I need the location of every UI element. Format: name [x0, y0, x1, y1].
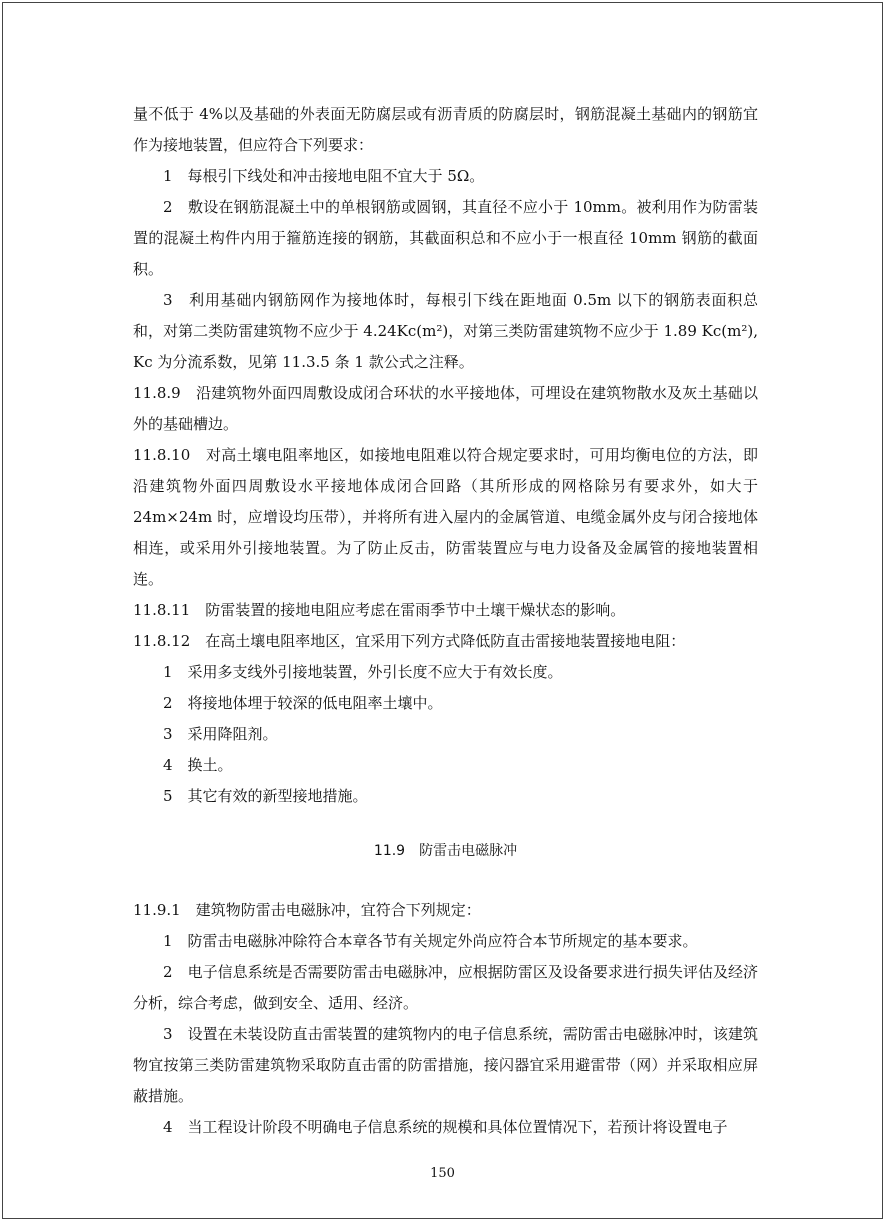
paragraph: 1 每根引下线处和冲击接地电阻不宜大于 5Ω。: [163, 167, 485, 185]
clause-block-11-9: [133, 895, 758, 1143]
paragraph: 1 防雷击电磁脉冲除符合本章各节有关规定外尚应符合本节所规定的基本要求。: [163, 932, 698, 950]
paragraph: 3 采用降阻剂。: [163, 725, 278, 743]
paragraph: 4 换土。: [163, 756, 233, 774]
paragraph: 2 电子信息系统是否需要防雷击电磁脉冲，应根据防雷区及设备要求进行损失评估及经济分析，综合考虑，做到安全、适用、经济。: [133, 963, 758, 1012]
paragraph: 2 将接地体埋于较深的低电阻率土壤中。: [163, 694, 443, 712]
paragraph: 11.8.10 对高土壤电阻率地区，如接地电阻难以符合规定要求时，可用均衡电位的方法，即沿建筑物外面四周敷设水平接地体成闭合回路（其所形成的网格除另有要求外，如大于 24m×24m 时，应增设均压带），并将所有进入屋内的金属管道、电缆金属外皮与闭合接地体相连，或采用外引接地装置。为了防止反击，防雷装置应与电力设备及金属管的接地装置相连。: [133, 446, 758, 588]
section-title: 11.9 防雷击电磁脉冲: [373, 843, 518, 859]
paragraph: 2 敷设在钢筋混凝土中的单根钢筋或圆钢，其直径不应小于 10mm。被利用作为防雷装置的混凝土构件内用于箍筋连接的钢筋，其截面积总和不应小于一根直径 10mm 钢筋的截面积。: [133, 198, 758, 278]
page-number: 150: [430, 1166, 455, 1181]
paragraph: 3 设置在未装设防直击雷装置的建筑物内的电子信息系统，需防雷击电磁脉冲时，该建筑物宜按第三类防雷建筑物采取防直击雷的防雷措施，接闪器宜采用避雷带（网）并采取相应屏蔽措施。: [133, 1025, 758, 1105]
paragraph: 量不低于 4%以及基础的外表面无防腐层或有沥青质的防腐层时，钢筋混凝土基础内的钢筋宜作为接地装置，但应符合下列要求：: [133, 105, 758, 154]
clause-block-11-8: [133, 99, 758, 812]
document-body: [133, 99, 758, 1143]
paragraph: 11.8.9 沿建筑物外面四周敷设成闭合环状的水平接地体，可埋设在建筑物散水及灰土基础以外的基础槽边。: [133, 384, 758, 433]
paragraph: 1 采用多支线外引接地装置，外引长度不应大于有效长度。: [163, 663, 563, 681]
paragraph: 11.8.12 在高土壤电阻率地区，宜采用下列方式降低防直击雷接地装置接地电阻：: [133, 632, 686, 650]
paragraph: 4 当工程设计阶段不明确电子信息系统的规模和具体位置情况下，若预计将设置电子: [163, 1118, 728, 1136]
paragraph: 11.8.11 防雷装置的接地电阻应考虑在雷雨季节中土壤干燥状态的影响。: [133, 601, 626, 619]
paragraph: 3 利用基础内钢筋网作为接地体时，每根引下线在距地面 0.5m 以下的钢筋表面积总和，对第二类防雷建筑物不应少于 4.24Kc(m²)，对第三类防雷建筑物不应少于 1.89 Kc(m²), Kc 为分流系数，见第 11.3.5 条 1 款公式之注释。: [133, 291, 758, 371]
paragraph: 5 其它有效的新型接地措施。: [163, 787, 368, 805]
paragraph: 11.9.1 建筑物防雷击电磁脉冲，宜符合下列规定：: [133, 901, 481, 919]
